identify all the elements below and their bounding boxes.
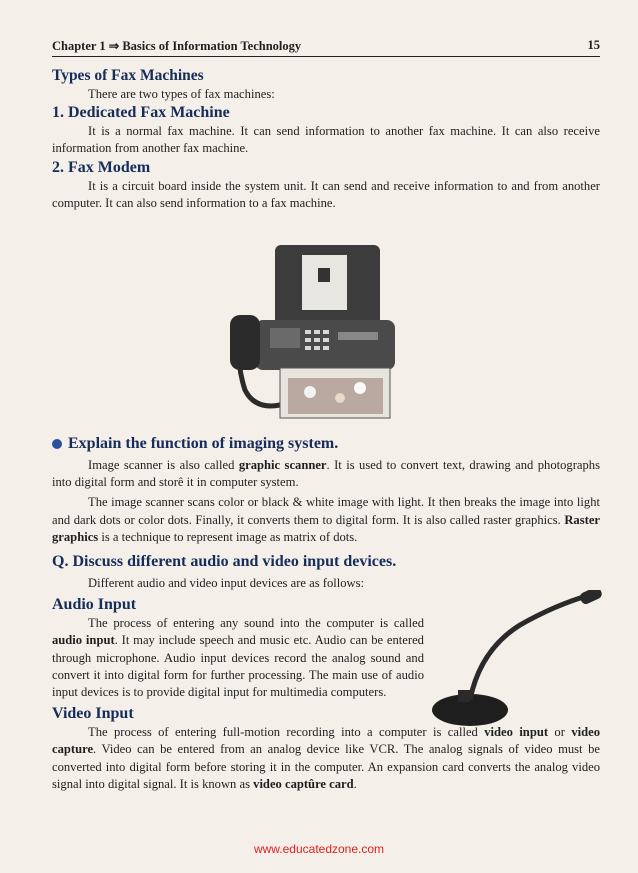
page-header [52, 36, 600, 57]
chapter-title: Chapter 1 ⇒ Basics of Information Technology [52, 39, 302, 53]
text-run: Image scanner is also called [88, 458, 239, 473]
bold-term: audio input [52, 633, 115, 648]
question-bullet-icon [52, 439, 62, 449]
text-run: or [548, 725, 572, 740]
text-run: The image scanner scans color or black & white image with light. It then breaks the image into light and dark dots or color dots. Finally, it converts them to digital form. It is also called raster graphics. [52, 495, 600, 527]
text-run: . It may include speech and music etc. Audio can be entered through microphone. Audio input devices record the analog sound and convert it into digital form for further processing. The main use of audio input devices is to provide digital input for multimedia computers. [52, 633, 424, 700]
heading-types: Types of Fax Machines [52, 67, 204, 84]
footer-url: www.educatedzone.com [253, 842, 385, 856]
modem-text: It is a circuit board inside the system unit. It can send and receive information to and from another computer. It can also send information to a fax machine. [52, 178, 600, 210]
bold-term: Raster graphics [52, 512, 600, 544]
heading-video: Video Input [52, 705, 134, 723]
imaging-paragraph-2 [52, 494, 600, 546]
text-run: The process of entering any sound into the computer is called [88, 616, 424, 631]
imaging-title-text: Explain the function of imaging system. [68, 435, 339, 453]
types-intro: There are two types of fax machines: [88, 87, 275, 101]
audio-text [52, 615, 424, 701]
dedicated-text: It is a normal fax machine. It can send information to another fax machine. It can also receive information from another fax machine. [52, 124, 600, 156]
microphone-image [420, 590, 610, 740]
fax-machine-image [230, 240, 415, 430]
bold-term: graphic scanner [238, 458, 327, 473]
imaging-paragraph-1 [52, 457, 600, 491]
text-run: is a technique to represent image as matrix of dots. [98, 529, 358, 544]
bold-term: video captûre card [253, 776, 354, 791]
text-run: The process of entering full-motion recording into a computer is called [88, 725, 485, 740]
bold-term: video capture [52, 725, 600, 757]
bold-term: video input [484, 725, 549, 740]
heading-modem: 2. Fax Modem [52, 158, 151, 176]
text-run: . [353, 776, 357, 791]
heading-dedicated: 1. Dedicated Fax Machine [52, 104, 230, 122]
page-number: 15 [587, 38, 600, 52]
av-intro: Different audio and video input devices are as follows: [88, 576, 365, 591]
heading-av: Q. Discuss different audio and video input devices. [52, 553, 397, 571]
heading-audio: Audio Input [52, 596, 137, 614]
text-run: . Video can be entered from an analog device like VCR. The analog signals of video must be converted into digital form before storing it in the computer. An expansion card converts the analog video signal into digital signal. It is known as [52, 742, 600, 791]
text-run: . It is used to convert text, drawing and photographs into digital form and storê it in computer system. [52, 458, 601, 490]
heading-imaging [52, 434, 600, 454]
